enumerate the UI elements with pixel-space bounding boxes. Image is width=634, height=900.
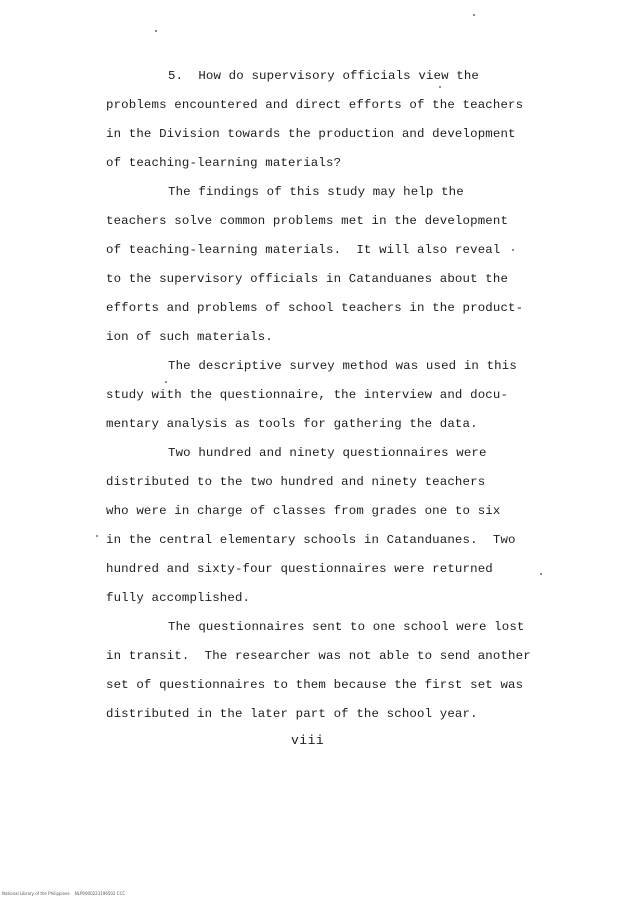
findings-line-6: ion of such materials.	[106, 330, 273, 344]
transit-line-3: set of questionnaires to them because the first set was	[106, 678, 524, 692]
scan-speck	[165, 381, 167, 383]
findings-line-3: of teaching-learning materials. It will also reveal	[106, 243, 501, 257]
page-number: viii	[291, 733, 325, 748]
question-5-line-2: problems encountered and direct efforts of the teachers	[106, 98, 524, 112]
scan-speck	[473, 14, 475, 16]
findings-line-2: teachers solve common problems met in the development	[106, 214, 509, 228]
method-line-3: mentary analysis as tools for gathering the data.	[106, 417, 478, 431]
questionnaires-line-2: distributed to the two hundred and ninety teachers	[106, 475, 486, 489]
scan-speck	[540, 573, 542, 575]
scan-speck	[155, 30, 157, 32]
transit-line-2: in transit. The researcher was not able to send another	[106, 649, 531, 663]
question-5-line-1: 5. How do supervisory officials view the	[168, 69, 480, 83]
transit-line-1: The questionnaires sent to one school were lost	[168, 620, 525, 634]
method-line-2: study with the questionnaire, the interview and docu-	[106, 388, 509, 402]
method-line-1: The descriptive survey method was used in this	[168, 359, 517, 373]
scan-speck	[512, 249, 514, 251]
findings-line-4: to the supervisory officials in Catanduanes about the	[106, 272, 509, 286]
questionnaires-line-1: Two hundred and ninety questionnaires were	[168, 446, 487, 460]
findings-line-5: efforts and problems of school teachers in the product-	[106, 301, 524, 315]
findings-line-1: The findings of this study may help the	[168, 185, 464, 199]
questionnaires-line-5: hundred and sixty-four questionnaires were returned	[106, 562, 493, 576]
scan-speck	[96, 535, 98, 537]
questionnaires-line-4: in the central elementary schools in Catanduanes. Two	[106, 533, 516, 547]
questionnaires-line-3: who were in charge of classes from grades one to six	[106, 504, 501, 518]
scan-speck	[439, 86, 441, 88]
footer-stamp: National Library of the Philippines NLP0000223196502 CCC	[2, 891, 126, 896]
transit-line-4: distributed in the later part of the school year.	[106, 707, 478, 721]
question-5-line-3: in the Division towards the production and development	[106, 127, 516, 141]
questionnaires-line-6: fully accomplished.	[106, 591, 251, 605]
question-5-line-4: of teaching-learning materials?	[106, 156, 342, 170]
